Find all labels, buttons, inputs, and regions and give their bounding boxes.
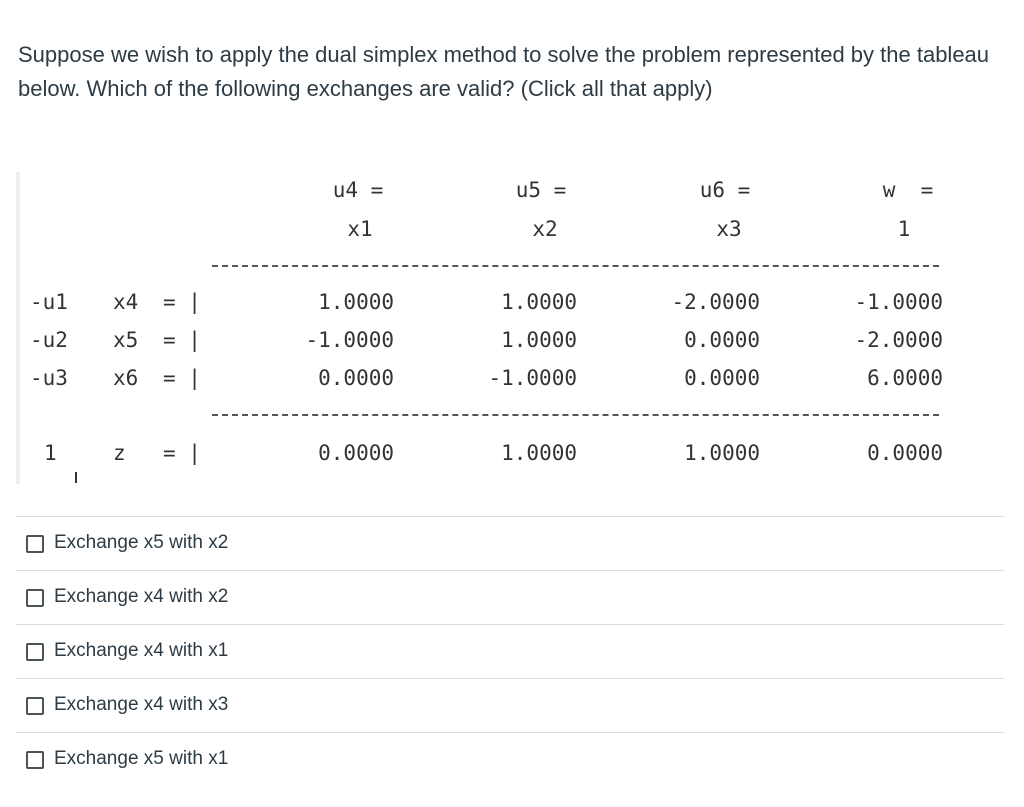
row-2-basic-var: x5 <box>113 328 139 352</box>
tableau-divider-top <box>212 265 939 267</box>
row-3-cell-2: -1.0000 <box>488 366 577 390</box>
answer-options <box>16 516 1004 786</box>
objective-cell-3: 1.0000 <box>684 441 760 465</box>
checkbox-icon[interactable] <box>26 697 44 715</box>
checkbox-icon[interactable] <box>26 535 44 553</box>
checkbox-icon[interactable] <box>26 589 44 607</box>
col-header-bottom-4: 1 <box>897 217 911 241</box>
objective-dual-var: 1 <box>44 441 57 465</box>
answer-option-5[interactable] <box>16 732 1004 786</box>
answer-option-1[interactable] <box>16 516 1004 570</box>
answer-option-label[interactable]: Exchange x4 with x2 <box>54 586 229 607</box>
col-header-top-2: u5 = <box>515 178 567 202</box>
objective-basic-var: z <box>113 441 126 465</box>
col-header-top-3: u6 = <box>699 178 751 202</box>
question-text: Suppose we wish to apply the dual simplex method to solve the problem represented by the tableau below. Which of the following exchanges are valid? (Click all that apply) <box>18 42 990 101</box>
row-1-eq: = | <box>163 290 201 314</box>
objective-cell-4: 0.0000 <box>867 441 943 465</box>
row-1-cell-2: 1.0000 <box>501 290 577 314</box>
row-3-dual-var: -u3 <box>30 366 68 390</box>
objective-cell-2: 1.0000 <box>501 441 577 465</box>
tableau-left-border <box>16 172 20 484</box>
answer-option-4[interactable] <box>16 678 1004 732</box>
row-1-cell-3: -2.0000 <box>671 290 760 314</box>
row-2-cell-3: 0.0000 <box>684 328 760 352</box>
objective-eq: = | <box>163 441 201 465</box>
answer-option-label[interactable]: Exchange x4 with x1 <box>54 640 229 661</box>
row-3-cell-4: 6.0000 <box>867 366 943 390</box>
answer-option-label[interactable]: Exchange x5 with x1 <box>54 748 229 769</box>
row-2-cell-4: -2.0000 <box>854 328 943 352</box>
objective-dual-tick <box>75 472 77 483</box>
answer-option-label[interactable]: Exchange x5 with x2 <box>54 532 229 553</box>
row-1-basic-var: x4 <box>113 290 139 314</box>
row-3-basic-var: x6 <box>113 366 139 390</box>
row-2-eq: = | <box>163 328 201 352</box>
col-header-bottom-2: x2 <box>532 217 558 241</box>
answer-option-3[interactable] <box>16 624 1004 678</box>
row-2-cell-1: -1.0000 <box>305 328 394 352</box>
row-3-cell-3: 0.0000 <box>684 366 760 390</box>
row-1-cell-1: 1.0000 <box>318 290 394 314</box>
checkbox-icon[interactable] <box>26 751 44 769</box>
row-2-dual-var: -u2 <box>30 328 68 352</box>
row-1-cell-4: -1.0000 <box>854 290 943 314</box>
row-3-eq: = | <box>163 366 201 390</box>
checkbox-icon[interactable] <box>26 643 44 661</box>
col-header-bottom-3: x3 <box>716 217 742 241</box>
col-header-bottom-1: x1 <box>347 217 373 241</box>
tableau-divider-bottom <box>212 414 939 416</box>
row-2-cell-2: 1.0000 <box>501 328 577 352</box>
col-header-top-1: u4 = <box>332 178 384 202</box>
row-3-cell-1: 0.0000 <box>318 366 394 390</box>
answer-option-label[interactable]: Exchange x4 with x3 <box>54 694 229 715</box>
objective-cell-1: 0.0000 <box>318 441 394 465</box>
answer-option-2[interactable] <box>16 570 1004 624</box>
row-1-dual-var: -u1 <box>30 290 68 314</box>
col-header-top-4: w = <box>882 178 934 202</box>
